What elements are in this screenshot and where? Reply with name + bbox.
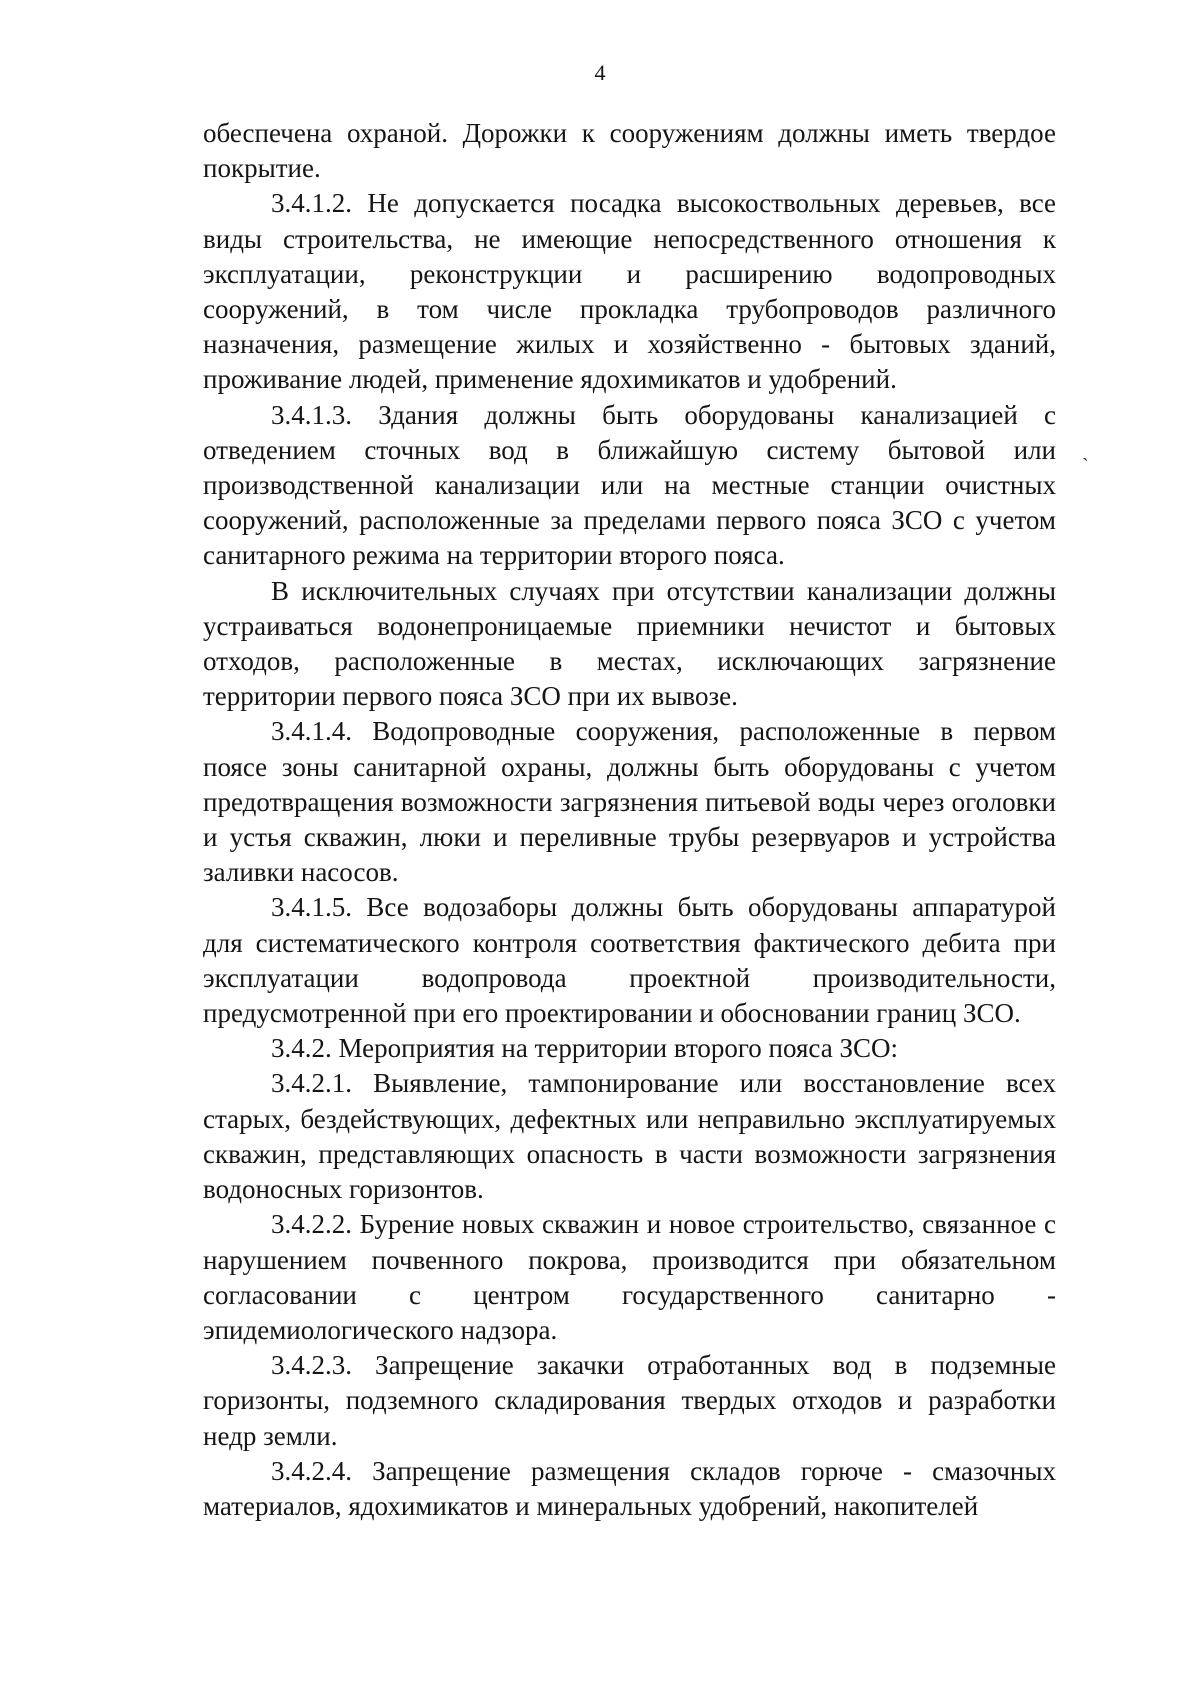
paragraph-3-4-2-4: 3.4.2.4. Запрещение размещения складов горюче - смазочных материалов, ядохимикатов и минеральных удобрений, накопителей <box>203 1455 1056 1521</box>
paragraph-3-4-2-1: 3.4.2.1. Выявление, тампонирование или восстановление всех старых, бездействующих, дефектных или неправильно эксплуатируемых скважин, представляющих опасность в части возможности загрязнения водоносных горизонтов. <box>203 1068 1056 1205</box>
paragraph-3-4-1-2: 3.4.1.2. Не допускается посадка высокоствольных деревьев, все виды строительства, не имеющие непосредственного отношения к эксплуатации, реконструкции и расширению водопроводных сооружений, в том числе прокладка трубопроводов различного назначения, размещение жилых и хозяйственно - бытовых зданий, проживание людей, применение ядохимикатов и удобрений. <box>203 188 1056 395</box>
paragraph-3-4-1-4: 3.4.1.4. Водопроводные сооружения, расположенные в первом поясе зоны санитарной охраны, должны быть оборудованы с учетом предотвращения возможности загрязнения питьевой воды через оголовки и устья скважин, люки и переливные трубы резервуаров и устройства заливки насосов. <box>203 716 1056 888</box>
paragraph-3-4-2-heading: 3.4.2. Мероприятия на территории второго пояса ЗСО: <box>271 1033 898 1064</box>
body-text <box>203 116 1056 1524</box>
page-number: 4 <box>594 60 606 85</box>
paragraph-3-4-2-2: 3.4.2.2. Бурение новых скважин и новое строительство, связанное с нарушением почвенного покрова, производится при обязательном согласовании с центром государственного санитарно - эпидемиологического надзора. <box>203 1209 1056 1345</box>
stray-mark: ` <box>1082 455 1089 477</box>
paragraph-3-4-1-3: 3.4.1.3. Здания должны быть оборудованы канализацией с отведением сточных вод в ближайшую систему бытовой или производственной канализации или на местные станции очистных сооружений, расположенные за пределами первого пояса ЗСО с учетом санитарного режима на территории второго пояса. <box>203 399 1056 571</box>
paragraph-3-4-2-3: 3.4.2.3. Запрещение закачки отработанных вод в подземные горизонты, подземного складирования твердых отходов и разработки недр земли. <box>203 1350 1056 1451</box>
paragraph-continuation: обеспечена охраной. Дорожки к сооружениям должны иметь твердое покрытие. <box>203 118 1056 184</box>
paragraph-exceptional-cases: В исключительных случаях при отсутствии канализации должны устраиваться водонепроницаемые приемники нечистот и бытовых отходов, расположенные в местах, исключающих загрязнение территории первого пояса ЗСО при их вывозе. <box>203 575 1056 712</box>
paragraph-3-4-1-5: 3.4.1.5. Все водозаборы должны быть оборудованы аппаратурой для систематического контроля соответствия фактического дебита при эксплуатации водопровода проектной производительности, предусмотренной при его проектировании и обосновании границ ЗСО. <box>203 892 1056 1029</box>
